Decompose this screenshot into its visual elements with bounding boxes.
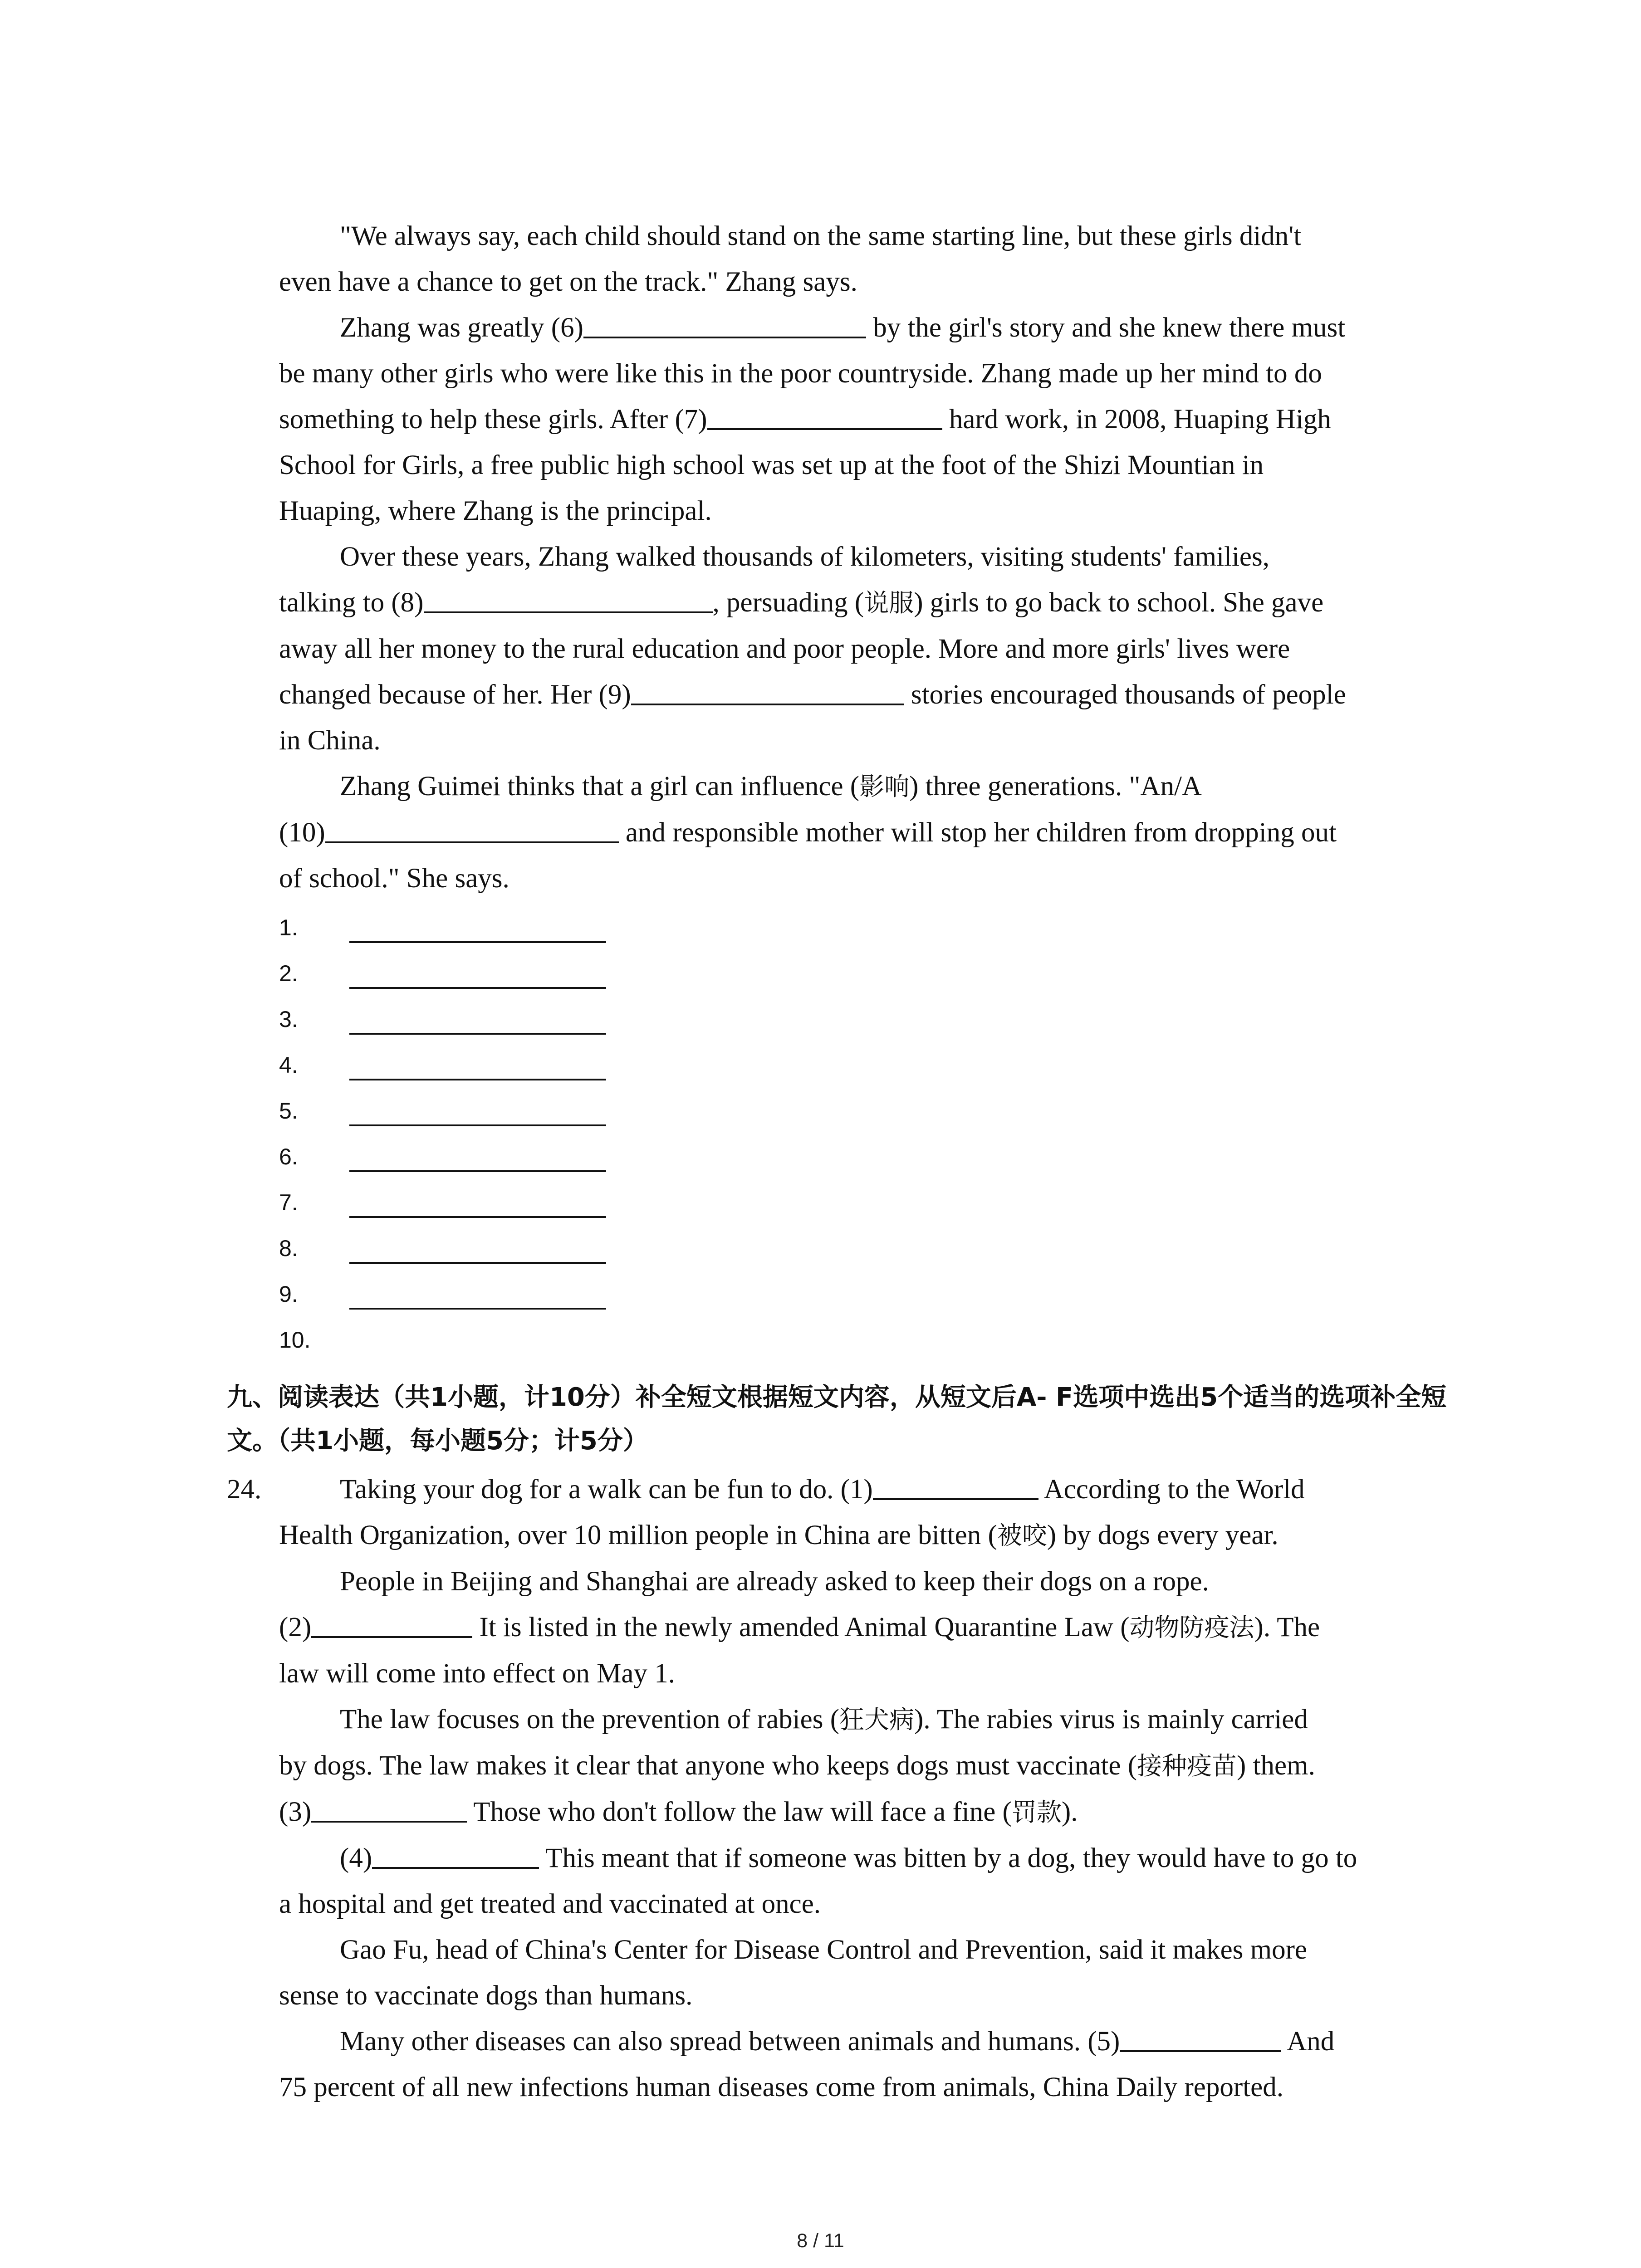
answer-row-4: [279, 1042, 1454, 1088]
blank-q24-4[interactable]: [372, 1842, 539, 1869]
answer-row-10: [279, 1317, 1454, 1363]
passage-text: Health Organization, over 10 million people in China are bitten (: [279, 1520, 997, 1550]
answer-field-9[interactable]: [349, 1308, 606, 1310]
chinese-gloss: 被咬: [997, 1521, 1047, 1550]
chinese-gloss: 说服: [864, 588, 914, 617]
blank-q24-2[interactable]: [311, 1611, 472, 1638]
passage-text: ). The rabies virus is mainly carried: [914, 1704, 1308, 1735]
passage-text: 75 percent of all new infections human diseases come from animals, China Daily reported.: [279, 2072, 1283, 2102]
chinese-gloss: 罚款: [1011, 1798, 1062, 1827]
passage-line: [279, 1559, 1454, 1604]
passage-line: [279, 259, 1454, 305]
passage-text: sense to vaccinate dogs than humans.: [279, 1980, 693, 2011]
blank-6[interactable]: [583, 311, 866, 338]
answer-number: 10.: [279, 1327, 311, 1353]
passage-text: According to the World: [1038, 1474, 1305, 1505]
passage-text: (4): [340, 1843, 372, 1873]
passage-line: [279, 718, 1454, 763]
passage-text: even have a chance to get on the track." Zhang says.: [279, 267, 857, 297]
passage-text: be many other girls who were like this in the poor countryside. Zhang made up her mind to do: [279, 358, 1322, 389]
passage-text: The law focuses on the prevention of rabies (: [340, 1704, 840, 1735]
answer-row-9: [279, 1271, 1454, 1317]
answer-number: 2.: [279, 961, 298, 986]
passage-text: "We always say, each child should stand on the same starting line, but these girls didn't: [340, 221, 1302, 251]
passage-text: stories encouraged thousands of people: [904, 679, 1346, 710]
blank-7[interactable]: [707, 403, 942, 430]
passage-line: [279, 1604, 1454, 1651]
passage-text: hard work, in 2008, Huaping High: [942, 404, 1331, 435]
passage-text: away all her money to the rural education and poor people. More and more girls' lives were: [279, 634, 1290, 664]
passage-text: This meant that if someone was bitten by a dog, they would have to go to: [539, 1843, 1357, 1873]
passage-line: [279, 855, 1454, 901]
passage-text: changed because of her. Her (9): [279, 679, 631, 710]
passage-text: something to help these girls. After (7): [279, 404, 707, 435]
chinese-gloss: 接种疫苗: [1137, 1751, 1237, 1780]
answer-row-5: [279, 1088, 1454, 1134]
chinese-gloss: 狂犬病: [839, 1705, 915, 1734]
passage-line: [279, 1651, 1454, 1696]
passage-line: [279, 305, 1454, 351]
passage-line: [279, 672, 1454, 718]
passage-text: (3): [279, 1797, 312, 1827]
answer-number: 7.: [279, 1190, 298, 1215]
chinese-gloss: 动物防疫法: [1129, 1613, 1254, 1642]
answer-field-7[interactable]: [349, 1216, 606, 1218]
passage-text: Zhang Guimei thinks that a girl can influence (: [340, 771, 860, 802]
passage-line: [279, 488, 1454, 534]
answer-row-2: [279, 951, 1454, 997]
passage-text: School for Girls, a free public high school was set up at the foot of the Shizi Mountian in: [279, 450, 1264, 480]
passage-text: ) by dogs every year.: [1047, 1520, 1279, 1550]
answer-row-8: [279, 1226, 1454, 1271]
passage-line: [279, 2064, 1454, 2110]
answer-number: 3.: [279, 1007, 298, 1032]
question-number: 24.: [227, 1474, 262, 1505]
answer-number: 4.: [279, 1052, 298, 1078]
question-24: [227, 1466, 1454, 2110]
passage-text: ) them.: [1237, 1750, 1315, 1781]
passage-text: (10): [279, 817, 325, 848]
answer-field-1[interactable]: [349, 941, 606, 943]
passage-text: , persuading (: [712, 587, 864, 618]
blank-8[interactable]: [424, 586, 713, 613]
passage-text: by dogs. The law makes it clear that anyone who keeps dogs must vaccinate (: [279, 1750, 1137, 1781]
passage-line: [279, 396, 1454, 442]
passage-text: ). The: [1254, 1612, 1320, 1642]
passage-line: [279, 810, 1454, 855]
blank-10[interactable]: [325, 816, 619, 843]
answer-number: 5.: [279, 1098, 298, 1124]
passage-line: [279, 626, 1454, 672]
passage-line: [279, 351, 1454, 396]
passage-text: It is listed in the newly amended Animal Quarantine Law (: [472, 1612, 1130, 1642]
blank-q24-5[interactable]: [1120, 2025, 1281, 2052]
page-number: 8 / 11: [797, 2230, 844, 2252]
answer-list: [279, 905, 1454, 1363]
section-nine-heading: 九、阅读表达（共1小题，计10分）补全短文根据短文内容，从短文后A- F选项中选出5个适当的选项补全短文。（共1小题，每小题5分；计5分）: [227, 1383, 1447, 1456]
answer-field-8[interactable]: [349, 1262, 606, 1264]
passage-text: ) three generations. "An/A: [909, 771, 1202, 802]
passage-line: [279, 2019, 1454, 2064]
passage-text: ).: [1061, 1797, 1078, 1827]
answer-number: 9.: [279, 1281, 298, 1307]
passage-text: talking to (8): [279, 587, 424, 618]
answer-number: 6.: [279, 1144, 298, 1169]
passage-line: [279, 1881, 1454, 1927]
answer-row-6: [279, 1134, 1454, 1180]
passage-text: law will come into effect on May 1.: [279, 1658, 675, 1689]
passage-line: [279, 1696, 1454, 1743]
passage-line: [279, 1789, 1454, 1835]
answer-row-1: [279, 905, 1454, 951]
passage-text: And: [1281, 2026, 1335, 2057]
passage-text: a hospital and get treated and vaccinated at once.: [279, 1889, 821, 1919]
blank-9[interactable]: [631, 678, 904, 705]
passage-text: Many other diseases can also spread between animals and humans. (5): [340, 2026, 1120, 2057]
passage-line: [279, 1466, 1454, 1512]
answer-field-5[interactable]: [349, 1124, 606, 1126]
passage-text: Zhang was greatly (6): [340, 313, 583, 343]
answer-number: 1.: [279, 915, 298, 940]
passage-text: ) girls to go back to school. She gave: [914, 587, 1324, 618]
answer-row-3: [279, 997, 1454, 1042]
answer-field-6[interactable]: [349, 1170, 606, 1172]
passage-text: Gao Fu, head of China's Center for Disease Control and Prevention, said it makes more: [340, 1935, 1307, 1965]
passage-text: Taking your dog for a walk can be fun to do. (1): [340, 1474, 873, 1505]
passage-text: by the girl's story and she knew there must: [866, 313, 1346, 343]
passage-line: [279, 1512, 1454, 1559]
answer-row-7: [279, 1180, 1454, 1226]
passage-text: and responsible mother will stop her children from dropping out: [618, 817, 1337, 848]
blank-q24-1[interactable]: [873, 1473, 1038, 1500]
chinese-gloss: 影响: [859, 772, 910, 801]
passage-line: [279, 213, 1454, 259]
answer-number: 8.: [279, 1236, 298, 1261]
answer-field-2[interactable]: [349, 987, 606, 989]
passage-text: Over these years, Zhang walked thousands of kilometers, visiting students' families,: [340, 542, 1269, 572]
answer-field-3[interactable]: [349, 1033, 606, 1035]
passage-text: in China.: [279, 725, 381, 756]
passage-line: [279, 580, 1454, 626]
passage-line: [279, 1973, 1454, 2019]
passage-text: People in Beijing and Shanghai are already asked to keep their dogs on a rope.: [340, 1566, 1209, 1597]
passage-line: [279, 763, 1454, 810]
blank-q24-3[interactable]: [311, 1795, 467, 1823]
passage-line: [279, 442, 1454, 488]
answer-field-4[interactable]: [349, 1079, 606, 1080]
passage-line: [279, 1927, 1454, 1973]
document-content: [227, 213, 1454, 2110]
passage-text: of school." She says.: [279, 863, 509, 894]
passage-line: [279, 1743, 1454, 1789]
passage-line: [279, 534, 1454, 580]
passage-text: Huaping, where Zhang is the principal.: [279, 496, 712, 526]
passage-text: Those who don't follow the law will face a fine (: [467, 1797, 1012, 1827]
passage-text: (2): [279, 1612, 312, 1642]
passage-line: [279, 1835, 1454, 1881]
